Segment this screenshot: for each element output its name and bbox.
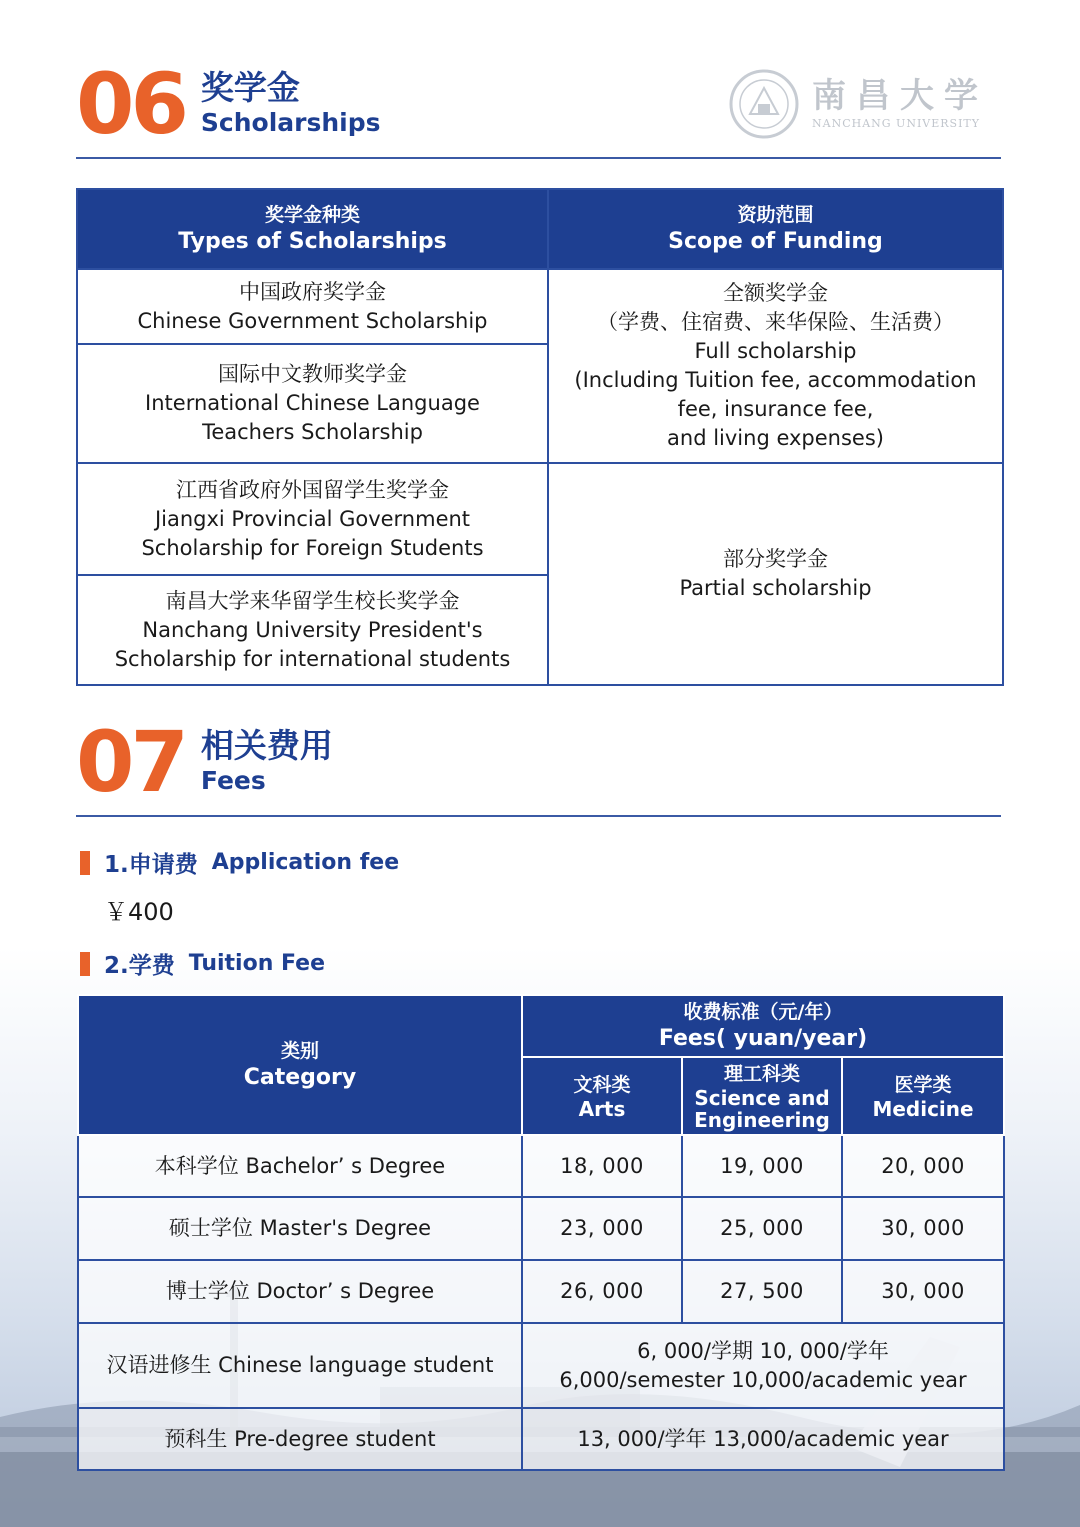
header-science-cn: 理工科类 xyxy=(723,1063,800,1085)
header-arts xyxy=(522,1057,682,1135)
scholarship-type-cell xyxy=(77,575,548,685)
fee-cell: 18, 000 xyxy=(522,1135,682,1197)
scholarship-type-en: Nanchang University President's Scholarship for international students xyxy=(114,617,511,671)
predegree-fee-cell: 13, 000/学年 13,000/academic year xyxy=(522,1408,1004,1470)
header-category-en: Category xyxy=(243,1065,357,1090)
tuition-table xyxy=(77,994,1005,1471)
tuition-fee-heading xyxy=(80,947,325,980)
fee-cell: 27, 500 xyxy=(682,1260,842,1323)
full-scholarship-en-detail-3: and living expenses) xyxy=(667,426,884,450)
logo-name-en: NANCHANG UNIVERSITY xyxy=(812,117,981,131)
category-cell: 博士学位 Doctor’ s Degree xyxy=(78,1260,522,1323)
partial-scholarship-cell xyxy=(548,463,1003,685)
header-arts-en: Arts xyxy=(578,1097,626,1121)
scholarship-type-en: International Chinese Language Teachers Scholarship xyxy=(145,391,480,444)
logo-name-cn: 南昌大学 xyxy=(812,75,988,116)
header-fees-cn: 收费标准（元/年） xyxy=(683,1001,843,1023)
table-header-row xyxy=(78,995,1004,1057)
table-header-row xyxy=(77,189,1003,269)
fee-cell: 30, 000 xyxy=(842,1260,1004,1323)
category-cell: 预科生 Pre-degree student xyxy=(78,1408,522,1470)
table-row xyxy=(78,1197,1004,1260)
application-fee-amount: ￥400 xyxy=(104,898,174,926)
fee-cell: 23, 000 xyxy=(522,1197,682,1260)
header-category-cn: 类别 xyxy=(280,1040,319,1062)
full-scholarship-cn-detail: （学费、住宿费、来华保险、生活费） xyxy=(597,310,954,334)
heading-marker xyxy=(80,952,90,976)
category-cell: 硕士学位 Master's Degree xyxy=(78,1197,522,1260)
university-seal-icon xyxy=(728,68,800,140)
header-scope-en: Scope of Funding xyxy=(668,229,883,254)
section-07-divider xyxy=(76,815,1001,817)
section-title-en: Fees xyxy=(200,765,266,795)
header-types-en: Types of Scholarships xyxy=(178,229,447,254)
header-fees-en: Fees( yuan/year) xyxy=(658,1026,868,1051)
section-06-header xyxy=(76,55,381,153)
fee-cell: 30, 000 xyxy=(842,1197,1004,1260)
full-scholarship-cn: 全额奖学金 xyxy=(723,281,828,305)
table-row xyxy=(78,1260,1004,1323)
category-cell: 本科学位 Bachelor’ s Degree xyxy=(78,1135,522,1197)
table-row xyxy=(78,1408,1004,1470)
partial-scholarship-en: Partial scholarship xyxy=(679,576,872,600)
header-scope xyxy=(548,189,1003,269)
scholarships-table xyxy=(76,188,1004,686)
language-fee-cn: 6, 000/学期 10, 000/学年 xyxy=(637,1338,889,1363)
university-logo xyxy=(728,66,1003,142)
section-number: 07 xyxy=(76,713,185,811)
header-scope-cn: 资助范围 xyxy=(737,204,814,226)
partial-scholarship-cn: 部分奖学金 xyxy=(723,547,828,571)
header-medicine-cn: 医学类 xyxy=(894,1074,952,1096)
scholarship-type-en: Chinese Government Scholarship xyxy=(137,308,488,333)
header-arts-cn: 文科类 xyxy=(573,1074,631,1096)
full-scholarship-cell xyxy=(548,269,1003,463)
header-types-cn: 奖学金种类 xyxy=(264,204,360,226)
fee-cell: 19, 000 xyxy=(682,1135,842,1197)
fee-cell: 26, 000 xyxy=(522,1260,682,1323)
header-medicine-en: Medicine xyxy=(872,1097,974,1121)
scholarship-type-cn: 中国政府奖学金 xyxy=(239,279,386,304)
section-title-cn: 奖学金 xyxy=(200,67,300,107)
full-scholarship-en: Full scholarship xyxy=(694,339,857,363)
application-fee-heading xyxy=(80,846,399,879)
table-row xyxy=(77,269,1003,344)
language-fee-en: 6,000/semester 10,000/academic year xyxy=(559,1367,967,1392)
section-07-header xyxy=(76,713,333,811)
scholarship-type-en: Jiangxi Provincial Government Scholarship for Foreign Students xyxy=(141,506,484,560)
scholarship-type-cell xyxy=(77,269,548,344)
scholarship-type-cn: 国际中文教师奖学金 xyxy=(218,362,407,386)
section-title-cn: 相关费用 xyxy=(200,725,333,765)
application-fee-label-en: Application fee xyxy=(211,850,400,875)
header-fees xyxy=(522,995,1004,1057)
header-medicine xyxy=(842,1057,1004,1135)
scholarship-type-cell xyxy=(77,463,548,575)
header-science xyxy=(682,1057,842,1135)
header-category xyxy=(78,995,522,1135)
fee-cell: 20, 000 xyxy=(842,1135,1004,1197)
full-scholarship-en-detail-1: (Including Tuition fee, accommodation xyxy=(574,368,977,392)
application-fee-label-cn: 1.申请费 xyxy=(104,852,198,878)
tuition-fee-label-en: Tuition Fee xyxy=(188,951,326,976)
tuition-fee-label-cn: 2.学费 xyxy=(104,953,175,979)
category-cell: 汉语进修生 Chinese language student xyxy=(78,1323,522,1408)
table-row xyxy=(77,463,1003,575)
scholarship-type-cn: 南昌大学来华留学生校长奖学金 xyxy=(165,588,460,613)
section-title-en: Scholarships xyxy=(200,107,381,137)
scholarship-type-cn: 江西省政府外国留学生奖学金 xyxy=(176,477,449,502)
heading-marker xyxy=(80,851,90,875)
table-row xyxy=(78,1135,1004,1197)
section-06-divider xyxy=(76,157,1001,159)
full-scholarship-en-detail-2: fee, insurance fee, xyxy=(677,397,874,421)
scholarship-type-cell xyxy=(77,344,548,463)
fee-cell: 25, 000 xyxy=(682,1197,842,1260)
header-types xyxy=(77,189,548,269)
header-science-en: Science and Engineering xyxy=(694,1086,830,1132)
section-number: 06 xyxy=(76,55,185,153)
language-fee-cell xyxy=(522,1323,1004,1408)
table-row xyxy=(78,1323,1004,1408)
